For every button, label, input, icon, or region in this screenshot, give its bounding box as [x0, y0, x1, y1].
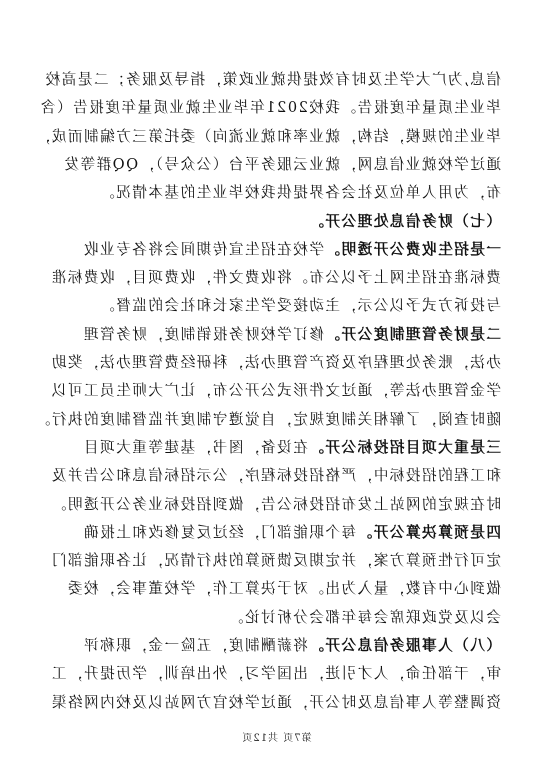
text-line	[50, 495, 501, 515]
line-text: 会以及党政联席会每年都会分析讨论。	[227, 608, 501, 626]
section-heading: 一是招生收费公开透明。	[323, 240, 501, 258]
line-text: 将薪酬制度，五险一金，职称评	[82, 637, 308, 654]
text-line	[81, 325, 501, 345]
line-text: 审，干部任命，人才引进，出国学习，外出培训，学历提升，工	[50, 665, 501, 683]
section-heading: 三是重大项目招投标公开。	[307, 438, 501, 456]
text-line	[81, 296, 501, 316]
text-line	[50, 381, 501, 401]
text-line	[81, 240, 501, 260]
line-text: 办法，账务处理程序及资产管理办法，科研经费管理办法，奖助	[50, 354, 501, 371]
section-heading: 二是财务管理制度公开。	[323, 325, 501, 343]
line-text: 毕业生的规模，结构，就业率和就业流向）委托第三方编制而成，	[34, 127, 501, 145]
line-text: 通过学校就业信息网，就业云服务平台（公众号），QQ群等发	[62, 155, 501, 173]
line-text: 资调整等人事信息及时公开，通过学校官方网站以及校内网络渠	[50, 693, 501, 711]
text-line	[66, 579, 501, 599]
line-text: 每个职能部门，经过反复修改和上报确	[82, 523, 357, 541]
text-line	[81, 183, 501, 203]
section-heading: 四是预算决算公开。	[356, 523, 501, 541]
text-line	[50, 551, 501, 571]
text-line	[50, 693, 501, 713]
line-text: 学金管理办法等，通过文件形式公开公布，让广大师生员工可以	[50, 382, 501, 400]
line-text: 费标准在招生网上予以公布。将收费文件，收费项目，收费标准	[50, 269, 501, 287]
text-line	[50, 664, 501, 684]
line-text: 在设备，图书，基建等重大项目	[82, 438, 308, 456]
text-line	[81, 212, 501, 232]
text-line	[81, 608, 501, 628]
page-footer: 第7页 共12页	[241, 733, 312, 744]
line-text: 做到心中有数，量入为出。对于决算工作，学校董事会，校委	[66, 580, 501, 598]
line-text: 信息,为广大学生及时有效提供就业政策，指导及服务；二是高校	[44, 71, 501, 88]
text-line	[50, 353, 501, 373]
text-line	[81, 438, 501, 458]
line-text: 毕业生质量年度报告。我校2021年毕业生就业质量年度报告（含	[39, 99, 501, 117]
line-text: 布，为用人单位及社会各界提供我校毕业生的基本情况。	[98, 184, 501, 202]
text-line	[34, 410, 501, 430]
text-line	[81, 636, 501, 656]
text-line	[62, 155, 501, 175]
section-heading: （八）人事服务信息公开。	[307, 637, 501, 654]
text-line	[81, 523, 501, 543]
line-text: 定可行性预算方案，并定期反馈预算的执行情况，让各职能部门	[50, 552, 501, 570]
line-text: 修订学校财务报销制度，财务管理	[82, 325, 324, 343]
text-line	[44, 70, 501, 90]
line-text: 学校在招生宣传期间会将各专业收	[82, 240, 324, 258]
line-text: 随时查阅，了解相关制度规定，自觉遵守制度并监督制度的执行。	[34, 410, 501, 428]
line-text: 和工程的招投标中，严格招投标程序，公示招标信息和公告并及	[50, 467, 501, 485]
section-heading: （七）财务信息处理公开。	[307, 212, 501, 230]
text-line	[39, 98, 501, 118]
text-line	[50, 466, 501, 486]
line-text: 时在规定的网站上发布招投标公告，做到招投标业务公开透明。	[50, 495, 501, 513]
text-line	[34, 127, 501, 147]
line-text: 与投诉方式予以公示，主动接受学生家长和社会的监督。	[98, 297, 501, 315]
text-line	[50, 268, 501, 288]
